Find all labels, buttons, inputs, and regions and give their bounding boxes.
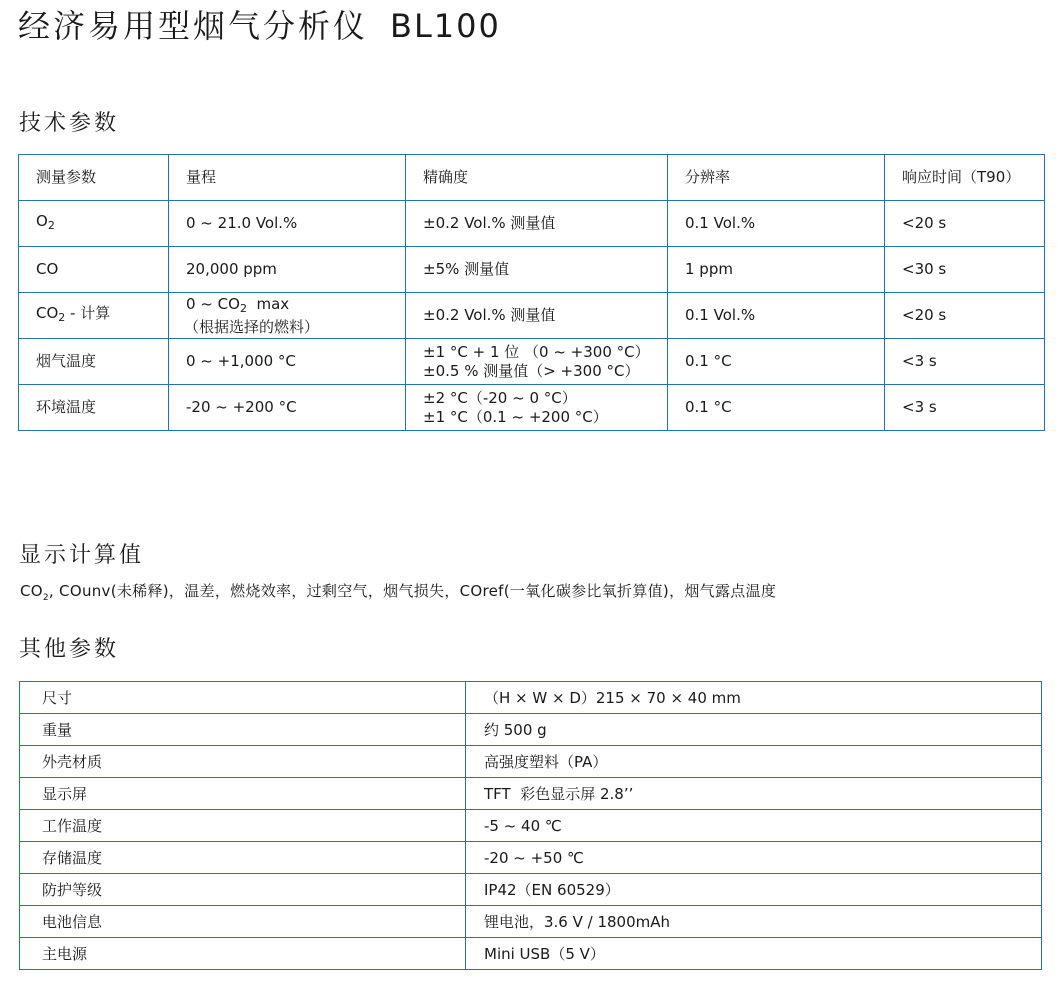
range-cell: 20,000 ppm <box>169 247 406 293</box>
value-cell: 高强度塑料（PA） <box>466 746 1042 778</box>
accuracy-cell: ±0.2 Vol.% 测量值 <box>406 293 668 339</box>
table-row <box>19 201 1045 247</box>
table-row <box>19 339 1045 385</box>
range-cell: 0 ~ +1,000 °C <box>169 339 406 385</box>
response-cell: <3 s <box>885 339 1045 385</box>
label-cell: 尺寸 <box>20 682 466 714</box>
tech-params-table <box>18 154 1045 431</box>
other-params-table <box>19 681 1042 970</box>
label-cell: 重量 <box>20 714 466 746</box>
header-cell-resolution: 分辨率 <box>668 155 885 201</box>
value-cell: -20 ~ +50 ℃ <box>466 842 1042 874</box>
response-cell: <3 s <box>885 385 1045 431</box>
response-cell: <30 s <box>885 247 1045 293</box>
range-cell: 0 ~ $CO_2$ max （根据选择的燃料） <box>169 293 406 339</box>
label-cell: 主电源 <box>20 938 466 970</box>
table-header-row <box>19 155 1045 201</box>
table-row <box>19 247 1045 293</box>
param-cell: 环境温度 <box>19 385 169 431</box>
param-cell: CO <box>19 247 169 293</box>
param-cell: $CO_2$ - 计算 <box>19 293 169 339</box>
resolution-cell: 0.1 °C <box>668 385 885 431</box>
header-cell-accuracy: 精确度 <box>406 155 668 201</box>
label-cell: 显示屏 <box>20 778 466 810</box>
accuracy-cell: ±1 °C + 1 位 （0 ~ +300 °C） ±0.5 % 测量值（> +300 °C） <box>406 339 668 385</box>
value-cell: -5 ~ 40 ℃ <box>466 810 1042 842</box>
response-cell: <20 s <box>885 293 1045 339</box>
label-cell: 工作温度 <box>20 810 466 842</box>
value-cell: （H × W × D）215 × 70 × 40 mm <box>466 682 1042 714</box>
product-name: 经济易用型烟气分析仪 <box>18 7 369 45</box>
table-row <box>20 874 1042 906</box>
table-row <box>19 293 1045 339</box>
table-row <box>20 746 1042 778</box>
header-cell-param: 测量参数 <box>19 155 169 201</box>
other-params-heading: 其他参数 <box>19 637 120 662</box>
accuracy-cell: ±0.2 Vol.% 测量值 <box>406 201 668 247</box>
response-cell: <20 s <box>885 201 1045 247</box>
table-row <box>20 906 1042 938</box>
param-cell: 烟气温度 <box>19 339 169 385</box>
label-cell: 电池信息 <box>20 906 466 938</box>
tech-params-heading: 技术参数 <box>19 111 120 136</box>
range-cell: 0 ~ 21.0 Vol.% <box>169 201 406 247</box>
resolution-cell: 0.1 °C <box>668 339 885 385</box>
value-cell: Mini USB（5 V） <box>466 938 1042 970</box>
table-row <box>19 385 1045 431</box>
value-cell: TFT 彩色显示屏 2.8’’ <box>466 778 1042 810</box>
value-cell: 锂电池，3.6 V / 1800mAh <box>466 906 1042 938</box>
header-cell-response: 响应时间（T90） <box>885 155 1045 201</box>
value-cell: 约 500 g <box>466 714 1042 746</box>
table-row <box>20 714 1042 746</box>
resolution-cell: 0.1 Vol.% <box>668 293 885 339</box>
resolution-cell: 0.1 Vol.% <box>668 201 885 247</box>
table-row <box>20 778 1042 810</box>
param-cell: $O_2$ <box>19 201 169 247</box>
accuracy-cell: ±2 °C（-20 ~ 0 °C） ±1 °C（0.1 ~ +200 °C） <box>406 385 668 431</box>
accuracy-cell: ±5% 测量值 <box>406 247 668 293</box>
page-title <box>18 6 501 46</box>
product-model: BL100 <box>390 7 501 45</box>
label-cell: 存储温度 <box>20 842 466 874</box>
display-values-text: $CO_2$, COunv(未稀释)，温差，燃烧效率，过剩空气，烟气损失，COref(一氧化碳参比氧折算值)，烟气露点温度 <box>20 582 777 603</box>
table-row <box>20 938 1042 970</box>
display-values-heading: 显示计算值 <box>19 543 145 568</box>
label-cell: 防护等级 <box>20 874 466 906</box>
range-cell: -20 ~ +200 °C <box>169 385 406 431</box>
resolution-cell: 1 ppm <box>668 247 885 293</box>
label-cell: 外壳材质 <box>20 746 466 778</box>
header-cell-range: 量程 <box>169 155 406 201</box>
value-cell: IP42（EN 60529） <box>466 874 1042 906</box>
table-row <box>20 810 1042 842</box>
table-row <box>20 682 1042 714</box>
table-row <box>20 842 1042 874</box>
